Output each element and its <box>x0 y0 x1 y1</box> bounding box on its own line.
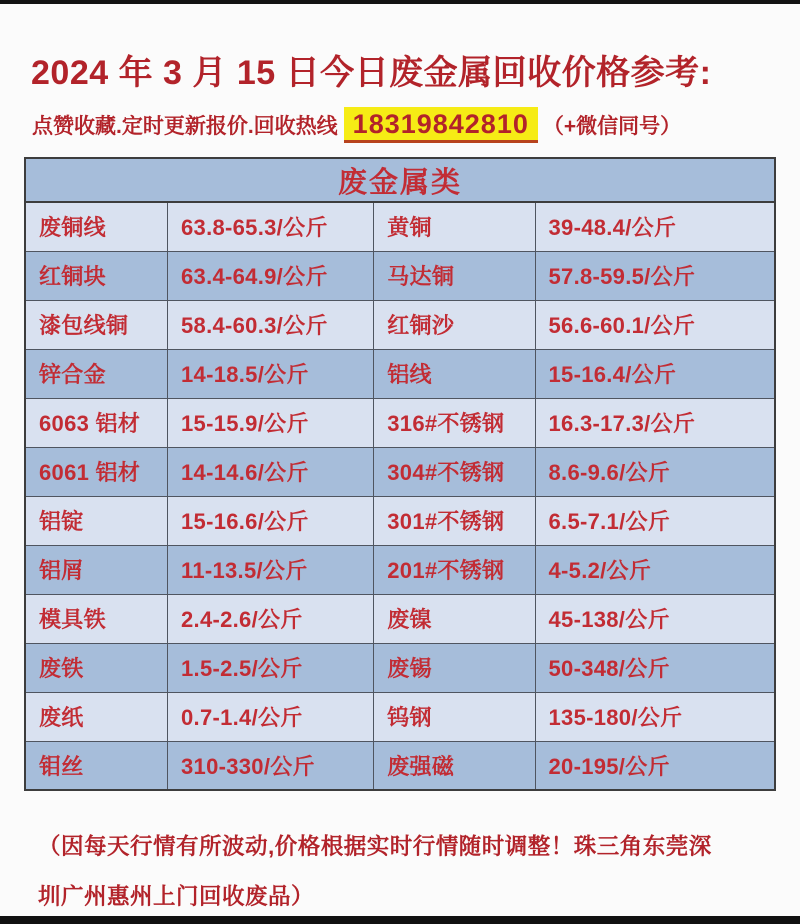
item-price-cell: 135-180/公斤 <box>535 692 775 741</box>
item-price-cell: 57.8-59.5/公斤 <box>535 251 775 300</box>
footer-line-1: （因每天行情有所波动,价格根据实时行情随时调整！珠三角东莞深 <box>38 834 712 859</box>
table-category-header: 废金属类 <box>25 158 775 202</box>
item-name-cell: 304#不锈钢 <box>374 447 535 496</box>
item-price-cell: 63.8-65.3/公斤 <box>168 202 374 251</box>
item-name-cell: 废强磁 <box>374 741 535 790</box>
item-price-cell: 15-15.9/公斤 <box>168 398 374 447</box>
item-name-cell: 模具铁 <box>25 594 168 643</box>
table-row <box>25 692 775 741</box>
item-price-cell: 16.3-17.3/公斤 <box>535 398 775 447</box>
item-name-cell: 6061 铝材 <box>25 447 168 496</box>
item-name-cell: 马达铜 <box>374 251 535 300</box>
subtitle-prefix-text: 点赞收藏.定时更新报价.回收热线 <box>32 115 338 138</box>
page-title: 2024 年 3 月 15 日今日废金属回收价格参考: <box>31 54 712 92</box>
item-price-cell: 58.4-60.3/公斤 <box>168 300 374 349</box>
item-name-cell: 316#不锈钢 <box>374 398 535 447</box>
item-price-cell: 63.4-64.9/公斤 <box>168 251 374 300</box>
item-price-cell: 11-13.5/公斤 <box>168 545 374 594</box>
item-price-cell: 14-18.5/公斤 <box>168 349 374 398</box>
subtitle-suffix-text: （+微信同号） <box>542 115 682 138</box>
item-name-cell: 废铁 <box>25 643 168 692</box>
item-name-cell: 废纸 <box>25 692 168 741</box>
footer-note <box>38 822 760 922</box>
footer-line-2: 圳广州惠州上门回收废品） <box>38 884 315 909</box>
item-price-cell: 20-195/公斤 <box>535 741 775 790</box>
item-price-cell: 14-14.6/公斤 <box>168 447 374 496</box>
table-header-row <box>25 158 775 202</box>
phone-number-link[interactable]: 18319842810 <box>344 107 538 143</box>
item-price-cell: 15-16.4/公斤 <box>535 349 775 398</box>
price-table <box>24 157 776 791</box>
table-row <box>25 349 775 398</box>
subtitle-line <box>32 107 800 143</box>
table-row <box>25 741 775 790</box>
item-name-cell: 黄铜 <box>374 202 535 251</box>
item-name-cell: 铝锭 <box>25 496 168 545</box>
item-price-cell: 2.4-2.6/公斤 <box>168 594 374 643</box>
item-name-cell: 废锡 <box>374 643 535 692</box>
item-name-cell: 锌合金 <box>25 349 168 398</box>
table-row <box>25 300 775 349</box>
table-row <box>25 496 775 545</box>
table-row <box>25 447 775 496</box>
item-price-cell: 1.5-2.5/公斤 <box>168 643 374 692</box>
item-price-cell: 56.6-60.1/公斤 <box>535 300 775 349</box>
item-name-cell: 废镍 <box>374 594 535 643</box>
item-price-cell: 0.7-1.4/公斤 <box>168 692 374 741</box>
item-name-cell: 201#不锈钢 <box>374 545 535 594</box>
item-price-cell: 6.5-7.1/公斤 <box>535 496 775 545</box>
item-name-cell: 漆包线铜 <box>25 300 168 349</box>
table-row <box>25 398 775 447</box>
table-row <box>25 202 775 251</box>
item-price-cell: 45-138/公斤 <box>535 594 775 643</box>
item-price-cell: 310-330/公斤 <box>168 741 374 790</box>
item-name-cell: 红铜块 <box>25 251 168 300</box>
item-price-cell: 4-5.2/公斤 <box>535 545 775 594</box>
item-name-cell: 6063 铝材 <box>25 398 168 447</box>
top-border-bar <box>0 0 800 4</box>
item-price-cell: 50-348/公斤 <box>535 643 775 692</box>
item-name-cell: 301#不锈钢 <box>374 496 535 545</box>
table-row <box>25 251 775 300</box>
item-price-cell: 15-16.6/公斤 <box>168 496 374 545</box>
item-name-cell: 铝屑 <box>25 545 168 594</box>
item-name-cell: 钼丝 <box>25 741 168 790</box>
item-price-cell: 39-48.4/公斤 <box>535 202 775 251</box>
item-name-cell: 红铜沙 <box>374 300 535 349</box>
item-price-cell: 8.6-9.6/公斤 <box>535 447 775 496</box>
item-name-cell: 钨钢 <box>374 692 535 741</box>
item-name-cell: 铝线 <box>374 349 535 398</box>
table-row <box>25 545 775 594</box>
table-row <box>25 594 775 643</box>
item-name-cell: 废铜线 <box>25 202 168 251</box>
table-row <box>25 643 775 692</box>
bottom-border-bar <box>0 916 800 924</box>
